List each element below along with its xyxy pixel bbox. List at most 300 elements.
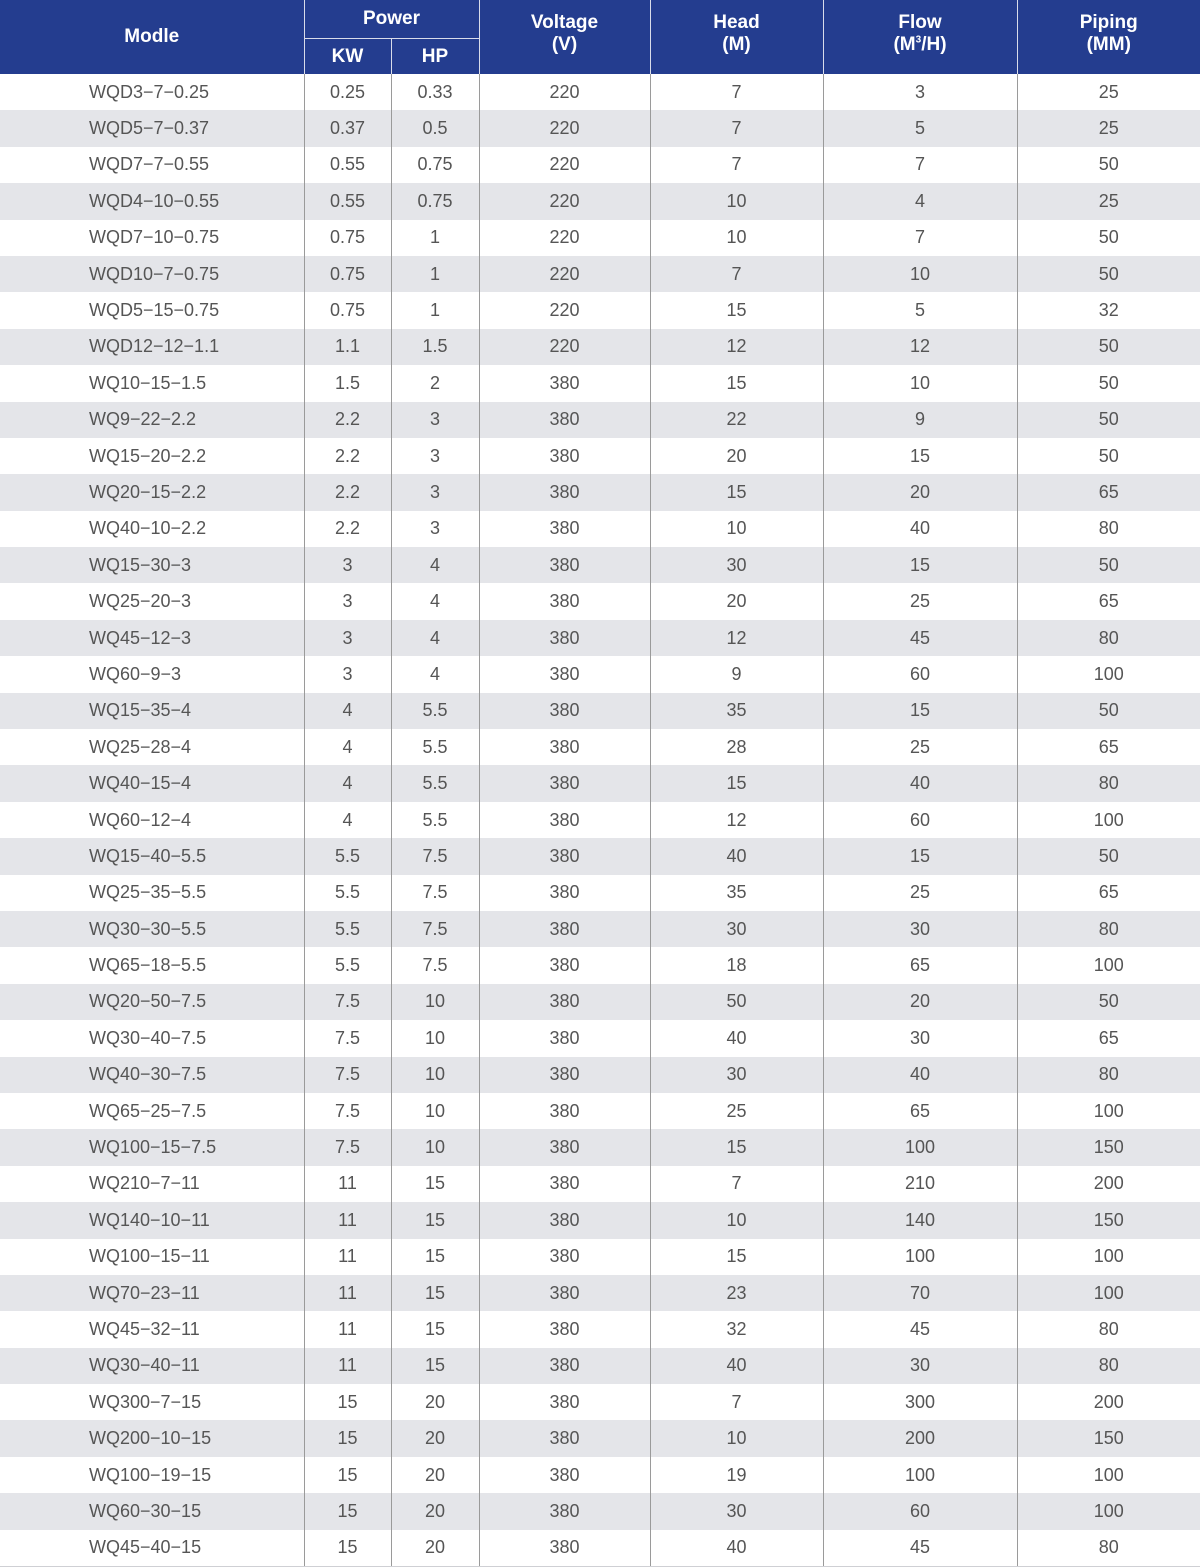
table-row xyxy=(0,765,1200,801)
cell-voltage: 380 xyxy=(479,947,650,983)
cell-flow: 15 xyxy=(823,693,1017,729)
cell-model: WQ40−30−7.5 xyxy=(0,1057,304,1093)
cell-voltage: 380 xyxy=(479,1457,650,1493)
cell-head: 10 xyxy=(650,1420,823,1456)
cell-kw: 15 xyxy=(304,1530,391,1567)
table-row xyxy=(0,511,1200,547)
cell-flow: 5 xyxy=(823,292,1017,328)
cell-voltage: 380 xyxy=(479,1129,650,1165)
cell-hp: 5.5 xyxy=(391,729,479,765)
cell-head: 15 xyxy=(650,365,823,401)
table-row xyxy=(0,1530,1200,1567)
cell-piping: 65 xyxy=(1017,1020,1200,1056)
cell-flow: 12 xyxy=(823,329,1017,365)
cell-flow: 7 xyxy=(823,147,1017,183)
cell-head: 25 xyxy=(650,1093,823,1129)
cell-flow: 100 xyxy=(823,1239,1017,1275)
cell-kw: 15 xyxy=(304,1493,391,1529)
cell-voltage: 220 xyxy=(479,147,650,183)
cell-hp: 20 xyxy=(391,1493,479,1529)
cell-hp: 7.5 xyxy=(391,911,479,947)
cell-kw: 3 xyxy=(304,547,391,583)
header-voltage-unit: (V) xyxy=(551,34,578,55)
header-voltage xyxy=(479,0,650,74)
cell-piping: 80 xyxy=(1017,511,1200,547)
cell-voltage: 380 xyxy=(479,1384,650,1420)
cell-model: WQD3−7−0.25 xyxy=(0,74,304,110)
header-flow-unit xyxy=(824,34,1017,56)
cell-hp: 1 xyxy=(391,292,479,328)
table-row xyxy=(0,365,1200,401)
header-flow-unit-sup: 3 xyxy=(915,34,922,46)
cell-model: WQD7−7−0.55 xyxy=(0,147,304,183)
table-row xyxy=(0,474,1200,510)
table-row xyxy=(0,1020,1200,1056)
cell-piping: 100 xyxy=(1017,1093,1200,1129)
cell-voltage: 380 xyxy=(479,875,650,911)
table-row xyxy=(0,802,1200,838)
table-row xyxy=(0,1311,1200,1347)
cell-flow: 30 xyxy=(823,911,1017,947)
cell-flow: 60 xyxy=(823,802,1017,838)
cell-flow: 25 xyxy=(823,875,1017,911)
cell-hp: 20 xyxy=(391,1420,479,1456)
cell-model: WQ40−10−2.2 xyxy=(0,511,304,547)
cell-voltage: 380 xyxy=(479,656,650,692)
table-row xyxy=(0,1057,1200,1093)
cell-voltage: 380 xyxy=(479,547,650,583)
cell-kw: 11 xyxy=(304,1239,391,1275)
cell-model: WQ140−10−11 xyxy=(0,1202,304,1238)
cell-piping: 80 xyxy=(1017,620,1200,656)
cell-head: 28 xyxy=(650,729,823,765)
cell-piping: 100 xyxy=(1017,947,1200,983)
cell-head: 15 xyxy=(650,474,823,510)
cell-hp: 10 xyxy=(391,984,479,1020)
cell-hp: 2 xyxy=(391,365,479,401)
cell-model: WQ70−23−11 xyxy=(0,1275,304,1311)
header-flow-unit-a: (M xyxy=(893,34,916,55)
cell-model: WQ20−15−2.2 xyxy=(0,474,304,510)
cell-hp: 4 xyxy=(391,656,479,692)
cell-voltage: 380 xyxy=(479,838,650,874)
table-row xyxy=(0,1166,1200,1202)
table-row xyxy=(0,729,1200,765)
cell-kw: 0.75 xyxy=(304,256,391,292)
header-flow-label: Flow xyxy=(898,12,942,33)
cell-flow: 3 xyxy=(823,74,1017,110)
cell-head: 7 xyxy=(650,1384,823,1420)
cell-head: 10 xyxy=(650,220,823,256)
cell-kw: 4 xyxy=(304,693,391,729)
cell-kw: 4 xyxy=(304,802,391,838)
cell-model: WQ45−32−11 xyxy=(0,1311,304,1347)
cell-model: WQ25−28−4 xyxy=(0,729,304,765)
header-voltage-label: Voltage xyxy=(530,12,599,33)
cell-hp: 0.75 xyxy=(391,147,479,183)
cell-piping: 50 xyxy=(1017,693,1200,729)
cell-hp: 15 xyxy=(391,1275,479,1311)
cell-model: WQ15−35−4 xyxy=(0,693,304,729)
cell-model: WQ10−15−1.5 xyxy=(0,365,304,401)
cell-head: 12 xyxy=(650,329,823,365)
header-flow-unit-b: /H) xyxy=(921,34,947,55)
cell-head: 7 xyxy=(650,74,823,110)
cell-head: 30 xyxy=(650,911,823,947)
table-row xyxy=(0,74,1200,110)
table-row xyxy=(0,1129,1200,1165)
cell-voltage: 380 xyxy=(479,620,650,656)
cell-hp: 15 xyxy=(391,1202,479,1238)
cell-voltage: 380 xyxy=(479,1493,650,1529)
cell-voltage: 380 xyxy=(479,693,650,729)
cell-piping: 100 xyxy=(1017,656,1200,692)
cell-model: WQ65−25−7.5 xyxy=(0,1093,304,1129)
table-row xyxy=(0,1493,1200,1529)
cell-piping: 50 xyxy=(1017,147,1200,183)
cell-model: WQD5−15−0.75 xyxy=(0,292,304,328)
cell-head: 7 xyxy=(650,147,823,183)
cell-piping: 50 xyxy=(1017,984,1200,1020)
table-row xyxy=(0,1239,1200,1275)
cell-model: WQ60−30−15 xyxy=(0,1493,304,1529)
cell-piping: 50 xyxy=(1017,329,1200,365)
table-row xyxy=(0,693,1200,729)
cell-piping: 80 xyxy=(1017,1348,1200,1384)
cell-head: 32 xyxy=(650,1311,823,1347)
cell-voltage: 380 xyxy=(479,1020,650,1056)
cell-piping: 50 xyxy=(1017,220,1200,256)
cell-piping: 100 xyxy=(1017,1275,1200,1311)
cell-model: WQ15−40−5.5 xyxy=(0,838,304,874)
table-row xyxy=(0,292,1200,328)
cell-hp: 15 xyxy=(391,1348,479,1384)
cell-model: WQD5−7−0.37 xyxy=(0,110,304,146)
table-row xyxy=(0,947,1200,983)
cell-hp: 0.33 xyxy=(391,74,479,110)
cell-voltage: 380 xyxy=(479,365,650,401)
cell-voltage: 380 xyxy=(479,1093,650,1129)
cell-piping: 200 xyxy=(1017,1384,1200,1420)
cell-kw: 0.75 xyxy=(304,220,391,256)
cell-piping: 65 xyxy=(1017,729,1200,765)
cell-voltage: 220 xyxy=(479,183,650,219)
cell-kw: 4 xyxy=(304,765,391,801)
table-row xyxy=(0,911,1200,947)
cell-model: WQ300−7−15 xyxy=(0,1384,304,1420)
cell-kw: 5.5 xyxy=(304,947,391,983)
header-hp: HP xyxy=(391,39,479,75)
cell-flow: 100 xyxy=(823,1457,1017,1493)
cell-model: WQ9−22−2.2 xyxy=(0,402,304,438)
table-row xyxy=(0,438,1200,474)
table-row xyxy=(0,547,1200,583)
cell-kw: 2.2 xyxy=(304,511,391,547)
cell-voltage: 220 xyxy=(479,220,650,256)
cell-piping: 100 xyxy=(1017,1493,1200,1529)
cell-voltage: 220 xyxy=(479,256,650,292)
cell-flow: 5 xyxy=(823,110,1017,146)
table-row xyxy=(0,256,1200,292)
header-piping xyxy=(1017,0,1200,74)
cell-hp: 15 xyxy=(391,1166,479,1202)
cell-kw: 11 xyxy=(304,1348,391,1384)
cell-head: 12 xyxy=(650,802,823,838)
cell-hp: 20 xyxy=(391,1457,479,1493)
cell-hp: 4 xyxy=(391,583,479,619)
cell-head: 40 xyxy=(650,838,823,874)
cell-kw: 11 xyxy=(304,1275,391,1311)
cell-head: 10 xyxy=(650,183,823,219)
cell-model: WQ15−30−3 xyxy=(0,547,304,583)
cell-piping: 50 xyxy=(1017,438,1200,474)
cell-voltage: 380 xyxy=(479,765,650,801)
cell-model: WQ65−18−5.5 xyxy=(0,947,304,983)
cell-flow: 40 xyxy=(823,765,1017,801)
cell-voltage: 220 xyxy=(479,329,650,365)
cell-model: WQ210−7−11 xyxy=(0,1166,304,1202)
cell-piping: 80 xyxy=(1017,765,1200,801)
cell-kw: 0.25 xyxy=(304,74,391,110)
cell-hp: 3 xyxy=(391,402,479,438)
cell-voltage: 220 xyxy=(479,74,650,110)
cell-piping: 65 xyxy=(1017,583,1200,619)
cell-flow: 15 xyxy=(823,547,1017,583)
cell-hp: 20 xyxy=(391,1384,479,1420)
cell-head: 19 xyxy=(650,1457,823,1493)
table-row xyxy=(0,1384,1200,1420)
cell-kw: 1.1 xyxy=(304,329,391,365)
header-model: Modle xyxy=(0,0,304,74)
table-row xyxy=(0,1348,1200,1384)
cell-head: 15 xyxy=(650,1239,823,1275)
cell-flow: 300 xyxy=(823,1384,1017,1420)
cell-kw: 3 xyxy=(304,620,391,656)
table-row xyxy=(0,620,1200,656)
cell-flow: 10 xyxy=(823,365,1017,401)
cell-flow: 70 xyxy=(823,1275,1017,1311)
cell-piping: 25 xyxy=(1017,74,1200,110)
cell-model: WQ30−30−5.5 xyxy=(0,911,304,947)
cell-voltage: 380 xyxy=(479,1530,650,1567)
cell-hp: 1.5 xyxy=(391,329,479,365)
cell-hp: 5.5 xyxy=(391,765,479,801)
cell-flow: 9 xyxy=(823,402,1017,438)
cell-model: WQ15−20−2.2 xyxy=(0,438,304,474)
cell-kw: 3 xyxy=(304,583,391,619)
cell-kw: 1.5 xyxy=(304,365,391,401)
cell-head: 9 xyxy=(650,656,823,692)
cell-piping: 25 xyxy=(1017,183,1200,219)
cell-kw: 0.55 xyxy=(304,147,391,183)
cell-piping: 150 xyxy=(1017,1129,1200,1165)
cell-voltage: 380 xyxy=(479,583,650,619)
table-row xyxy=(0,1457,1200,1493)
cell-piping: 50 xyxy=(1017,365,1200,401)
table-row xyxy=(0,183,1200,219)
cell-model: WQD7−10−0.75 xyxy=(0,220,304,256)
cell-piping: 80 xyxy=(1017,1530,1200,1567)
cell-kw: 4 xyxy=(304,729,391,765)
header-piping-unit: (MM) xyxy=(1086,34,1131,55)
cell-model: WQD4−10−0.55 xyxy=(0,183,304,219)
cell-flow: 210 xyxy=(823,1166,1017,1202)
cell-head: 15 xyxy=(650,292,823,328)
cell-piping: 200 xyxy=(1017,1166,1200,1202)
cell-piping: 100 xyxy=(1017,802,1200,838)
cell-kw: 11 xyxy=(304,1166,391,1202)
cell-voltage: 380 xyxy=(479,911,650,947)
cell-piping: 80 xyxy=(1017,911,1200,947)
cell-model: WQ60−12−4 xyxy=(0,802,304,838)
cell-head: 30 xyxy=(650,1057,823,1093)
cell-flow: 25 xyxy=(823,729,1017,765)
cell-hp: 1 xyxy=(391,220,479,256)
table-row xyxy=(0,329,1200,365)
cell-flow: 45 xyxy=(823,1311,1017,1347)
cell-kw: 7.5 xyxy=(304,1093,391,1129)
cell-hp: 4 xyxy=(391,620,479,656)
cell-kw: 11 xyxy=(304,1311,391,1347)
cell-kw: 11 xyxy=(304,1202,391,1238)
cell-piping: 50 xyxy=(1017,256,1200,292)
cell-flow: 30 xyxy=(823,1348,1017,1384)
cell-hp: 0.5 xyxy=(391,110,479,146)
cell-hp: 3 xyxy=(391,438,479,474)
cell-flow: 7 xyxy=(823,220,1017,256)
cell-voltage: 380 xyxy=(479,1275,650,1311)
cell-hp: 10 xyxy=(391,1057,479,1093)
table-row xyxy=(0,1202,1200,1238)
cell-hp: 7.5 xyxy=(391,875,479,911)
cell-kw: 5.5 xyxy=(304,875,391,911)
cell-hp: 20 xyxy=(391,1530,479,1567)
table-row xyxy=(0,1275,1200,1311)
cell-kw: 7.5 xyxy=(304,1057,391,1093)
cell-hp: 10 xyxy=(391,1093,479,1129)
cell-flow: 65 xyxy=(823,947,1017,983)
header-piping-label: Piping xyxy=(1079,12,1138,33)
cell-kw: 0.37 xyxy=(304,110,391,146)
cell-piping: 25 xyxy=(1017,110,1200,146)
cell-model: WQ100−15−7.5 xyxy=(0,1129,304,1165)
cell-flow: 40 xyxy=(823,511,1017,547)
cell-piping: 80 xyxy=(1017,1311,1200,1347)
cell-piping: 50 xyxy=(1017,547,1200,583)
cell-piping: 32 xyxy=(1017,292,1200,328)
table-row xyxy=(0,110,1200,146)
cell-hp: 10 xyxy=(391,1020,479,1056)
cell-kw: 5.5 xyxy=(304,838,391,874)
cell-kw: 7.5 xyxy=(304,984,391,1020)
cell-flow: 60 xyxy=(823,656,1017,692)
cell-head: 40 xyxy=(650,1530,823,1567)
cell-piping: 65 xyxy=(1017,875,1200,911)
cell-kw: 15 xyxy=(304,1457,391,1493)
table-header xyxy=(0,0,1200,74)
cell-head: 35 xyxy=(650,693,823,729)
cell-voltage: 380 xyxy=(479,1311,650,1347)
cell-kw: 7.5 xyxy=(304,1020,391,1056)
cell-head: 35 xyxy=(650,875,823,911)
cell-kw: 2.2 xyxy=(304,438,391,474)
header-head xyxy=(650,0,823,74)
cell-kw: 0.55 xyxy=(304,183,391,219)
cell-flow: 4 xyxy=(823,183,1017,219)
cell-head: 7 xyxy=(650,110,823,146)
cell-model: WQ25−35−5.5 xyxy=(0,875,304,911)
table-row xyxy=(0,1420,1200,1456)
cell-voltage: 380 xyxy=(479,1239,650,1275)
table-row xyxy=(0,220,1200,256)
cell-hp: 7.5 xyxy=(391,947,479,983)
cell-head: 7 xyxy=(650,256,823,292)
header-head-unit: (M) xyxy=(722,34,751,55)
header-flow xyxy=(823,0,1017,74)
table-row xyxy=(0,838,1200,874)
cell-head: 18 xyxy=(650,947,823,983)
cell-model: WQ25−20−3 xyxy=(0,583,304,619)
cell-hp: 3 xyxy=(391,474,479,510)
cell-flow: 45 xyxy=(823,1530,1017,1567)
cell-kw: 7.5 xyxy=(304,1129,391,1165)
table-row xyxy=(0,402,1200,438)
cell-kw: 0.75 xyxy=(304,292,391,328)
table-row xyxy=(0,147,1200,183)
cell-head: 22 xyxy=(650,402,823,438)
cell-piping: 50 xyxy=(1017,838,1200,874)
cell-piping: 150 xyxy=(1017,1420,1200,1456)
cell-kw: 3 xyxy=(304,656,391,692)
cell-flow: 15 xyxy=(823,838,1017,874)
cell-hp: 10 xyxy=(391,1129,479,1165)
cell-head: 30 xyxy=(650,547,823,583)
cell-kw: 5.5 xyxy=(304,911,391,947)
cell-model: WQD10−7−0.75 xyxy=(0,256,304,292)
cell-model: WQ200−10−15 xyxy=(0,1420,304,1456)
cell-head: 40 xyxy=(650,1348,823,1384)
table-row xyxy=(0,656,1200,692)
cell-head: 7 xyxy=(650,1166,823,1202)
cell-voltage: 380 xyxy=(479,1348,650,1384)
cell-head: 15 xyxy=(650,1129,823,1165)
cell-voltage: 380 xyxy=(479,802,650,838)
cell-model: WQ100−15−11 xyxy=(0,1239,304,1275)
cell-hp: 5.5 xyxy=(391,693,479,729)
cell-flow: 45 xyxy=(823,620,1017,656)
header-power: Power xyxy=(304,0,479,39)
cell-flow: 140 xyxy=(823,1202,1017,1238)
cell-model: WQ30−40−11 xyxy=(0,1348,304,1384)
cell-voltage: 220 xyxy=(479,110,650,146)
cell-voltage: 380 xyxy=(479,438,650,474)
cell-model: WQ45−12−3 xyxy=(0,620,304,656)
cell-head: 23 xyxy=(650,1275,823,1311)
cell-piping: 65 xyxy=(1017,474,1200,510)
cell-flow: 40 xyxy=(823,1057,1017,1093)
table-row xyxy=(0,875,1200,911)
header-head-label: Head xyxy=(713,12,760,33)
cell-piping: 100 xyxy=(1017,1457,1200,1493)
header-kw: KW xyxy=(304,39,391,75)
cell-model: WQ60−9−3 xyxy=(0,656,304,692)
cell-flow: 10 xyxy=(823,256,1017,292)
cell-piping: 80 xyxy=(1017,1057,1200,1093)
cell-hp: 3 xyxy=(391,511,479,547)
cell-flow: 30 xyxy=(823,1020,1017,1056)
cell-voltage: 380 xyxy=(479,474,650,510)
cell-model: WQ30−40−7.5 xyxy=(0,1020,304,1056)
